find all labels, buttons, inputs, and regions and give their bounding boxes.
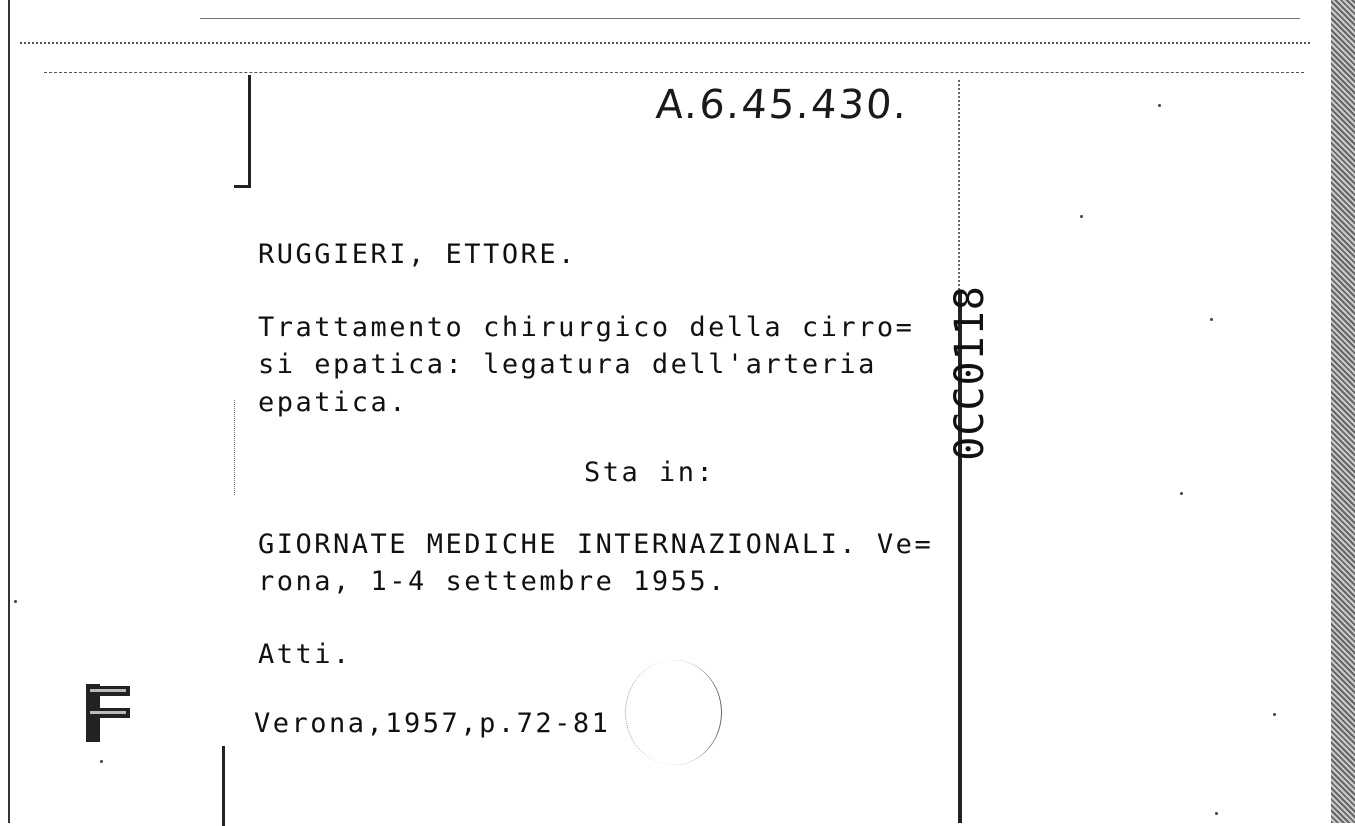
second-dotted-rule	[44, 72, 1304, 73]
publication-line: Verona,1957,p.72-81	[254, 708, 611, 739]
speck	[1210, 318, 1213, 321]
scanner-edge-texture	[1331, 0, 1355, 823]
in-label: Sta in:	[584, 457, 716, 488]
top-bracket-mark	[234, 75, 251, 188]
right-dotted-edge	[958, 80, 960, 290]
card-left-edge	[8, 0, 10, 823]
acts-label: Atti.	[258, 639, 352, 670]
speck	[1158, 104, 1161, 107]
speck	[1215, 812, 1218, 815]
source-line: rona, 1-4 settembre 1955.	[258, 566, 727, 597]
speck	[1180, 492, 1183, 495]
speck	[100, 760, 103, 763]
inventory-code: 0CC0118	[947, 285, 993, 461]
speck	[1273, 713, 1276, 716]
source-line: GIORNATE MEDICHE INTERNAZIONALI. Ve=	[258, 529, 934, 560]
catalog-number: A.6.45.430.	[654, 82, 910, 128]
left-dotted-margin	[234, 400, 235, 495]
author-heading: RUGGIERI, ETTORE.	[258, 239, 577, 270]
speck	[14, 600, 17, 603]
index-tab-icon	[84, 682, 132, 744]
title-line: si epatica: legatura dell'arteria	[258, 349, 877, 380]
title-line: Trattamento chirurgico della cirro=	[258, 312, 915, 343]
bottom-bracket-mark	[216, 746, 225, 826]
top-dotted-rule	[20, 42, 1310, 44]
title-line: epatica.	[258, 387, 409, 418]
speck	[1080, 215, 1083, 218]
top-rule	[200, 18, 1300, 19]
punch-hole	[625, 660, 722, 765]
